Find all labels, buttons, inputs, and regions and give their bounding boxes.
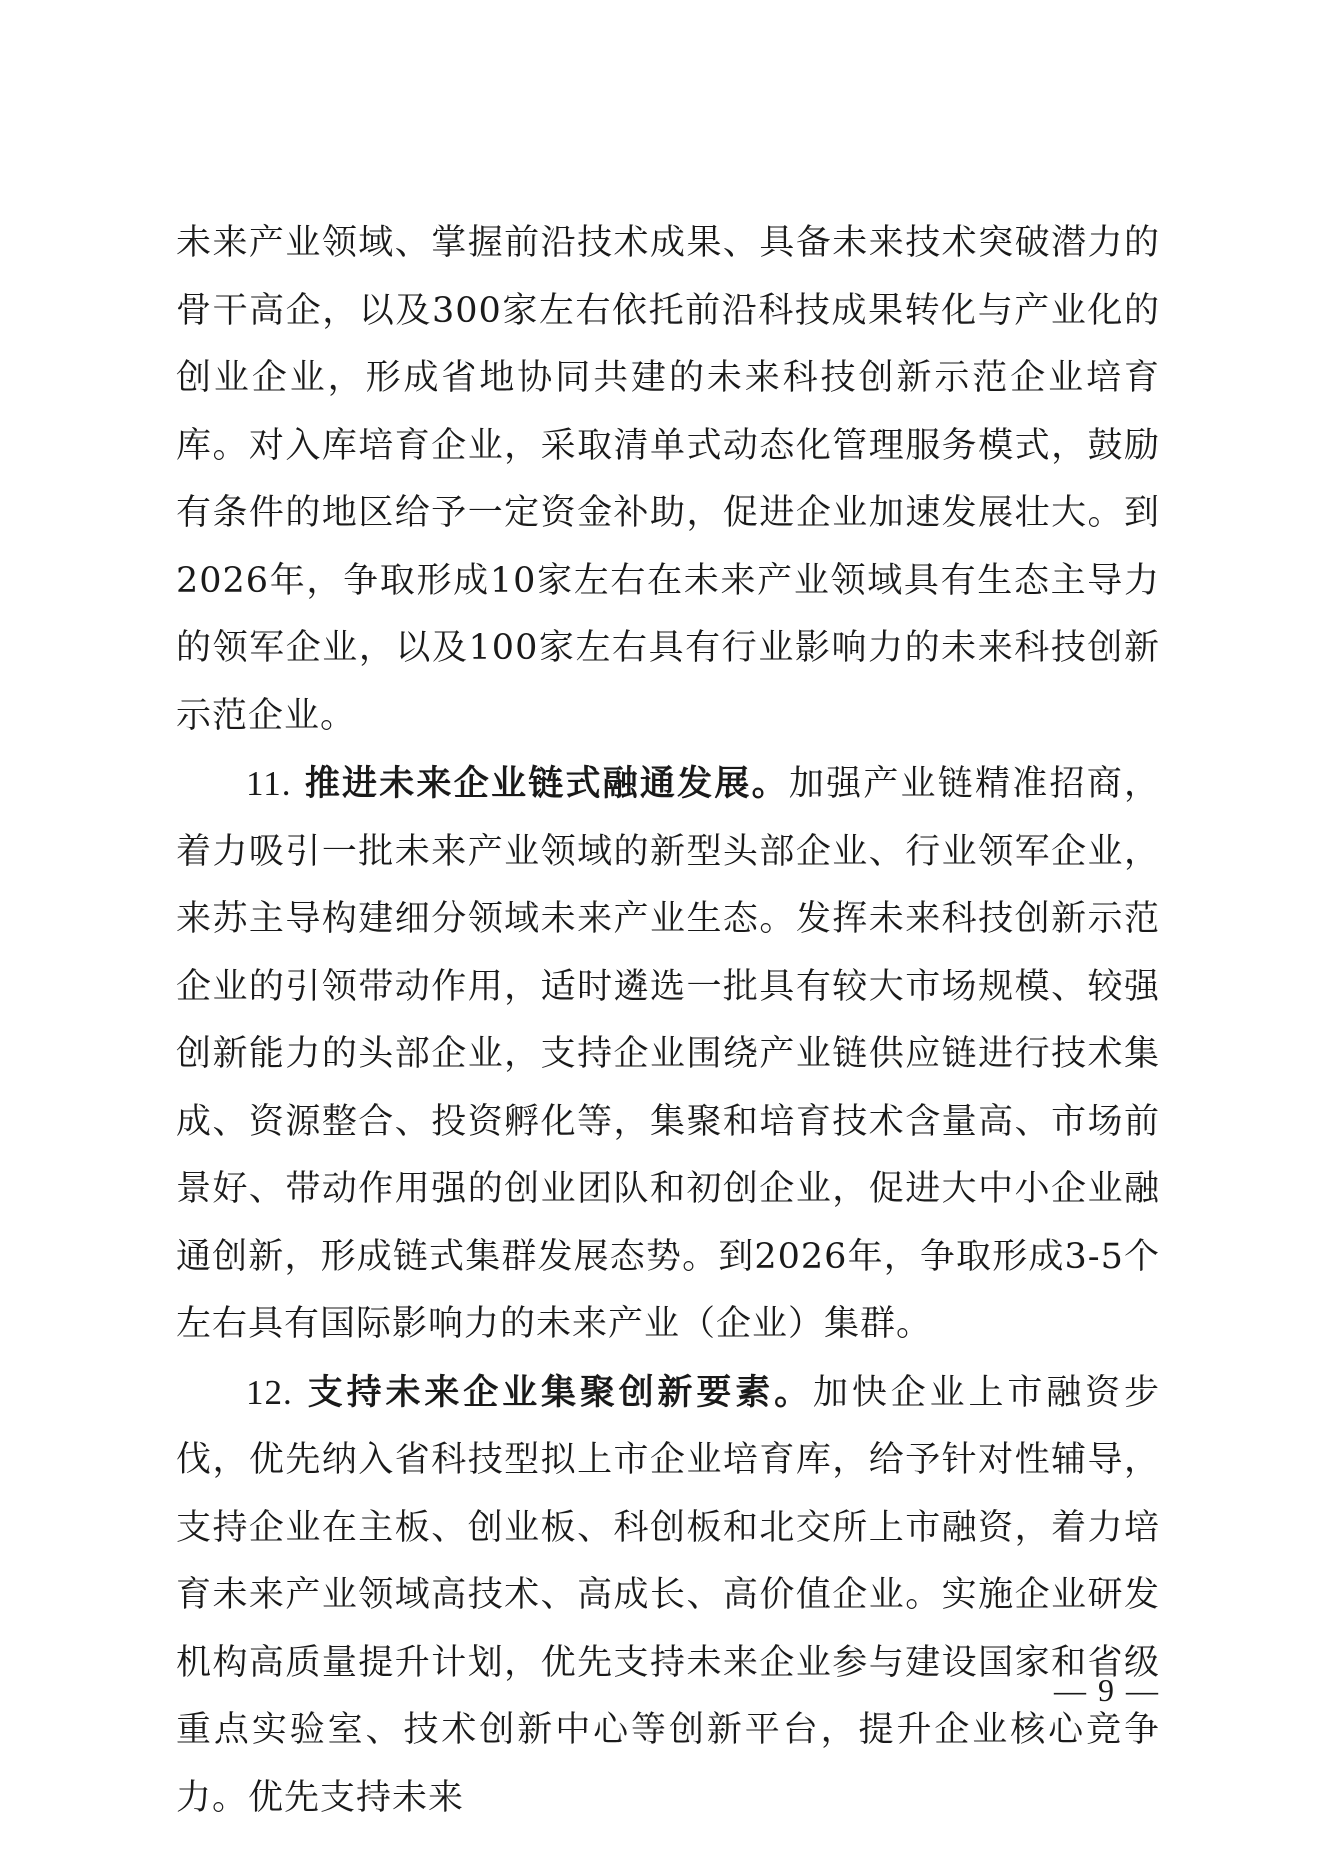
document-body — [176, 210, 1160, 1832]
paragraph-continuation: 未来产业领域、掌握前沿技术成果、具备未来技术突破潜力的骨干高企，以及300家左右依托前沿科技成果转化与产业化的创业企业，形成省地协同共建的未来科技创新示范企业培育库。对入库培育企业，采取清单式动态化管理服务模式，鼓励有条件的地区给予一定资金补助，促进企业加速发展壮大。到2026年，争取形成10家左右在未来产业领域具有生态主导力的领军企业，以及100家左右具有行业影响力的未来科技创新示范企业。 — [176, 223, 1160, 736]
item-number: 11. — [246, 764, 292, 803]
page-number: — 9 — — [1054, 1672, 1160, 1708]
item-heading: 推进未来企业链式融通发展。 — [304, 764, 789, 804]
item-body: 加强产业链精准招商，着力吸引一批未来产业领域的新型头部企业、行业领军企业，来苏主导构建细分领域未来产业生态。发挥未来科技创新示范企业的引领带动作用，适时遴选一批具有较大市场规模、较强创新能力的头部企业，支持企业围绕产业链供应链进行技术集成、资源整合、投资孵化等，集聚和培育技术含量高、市场前景好、带动作用强的创业团队和初创企业，促进大中小企业融通创新，形成链式集群发展态势。到2026年，争取形成3-5个左右具有国际影响力的未来产业（企业）集群。 — [176, 764, 1160, 1344]
paragraph-item-12 — [176, 1359, 1160, 1833]
item-heading: 支持未来企业集聚创新要素。 — [307, 1372, 814, 1413]
paragraph-item-11 — [176, 750, 1160, 1359]
item-body: 加快企业上市融资步伐，优先纳入省科技型拟上市企业培育库，给予针对性辅导，支持企业在主板、创业板、科创板和北交所上市融资，着力培育未来产业领域高技术、高成长、高价值企业。实施企业研发机构高质量提升计划，优先支持未来企业参与建设国家和省级重点实验室、技术创新中心等创新平台，提升企业核心竞争力。优先支持未来 — [176, 1372, 1160, 1818]
item-number: 12. — [246, 1372, 293, 1412]
